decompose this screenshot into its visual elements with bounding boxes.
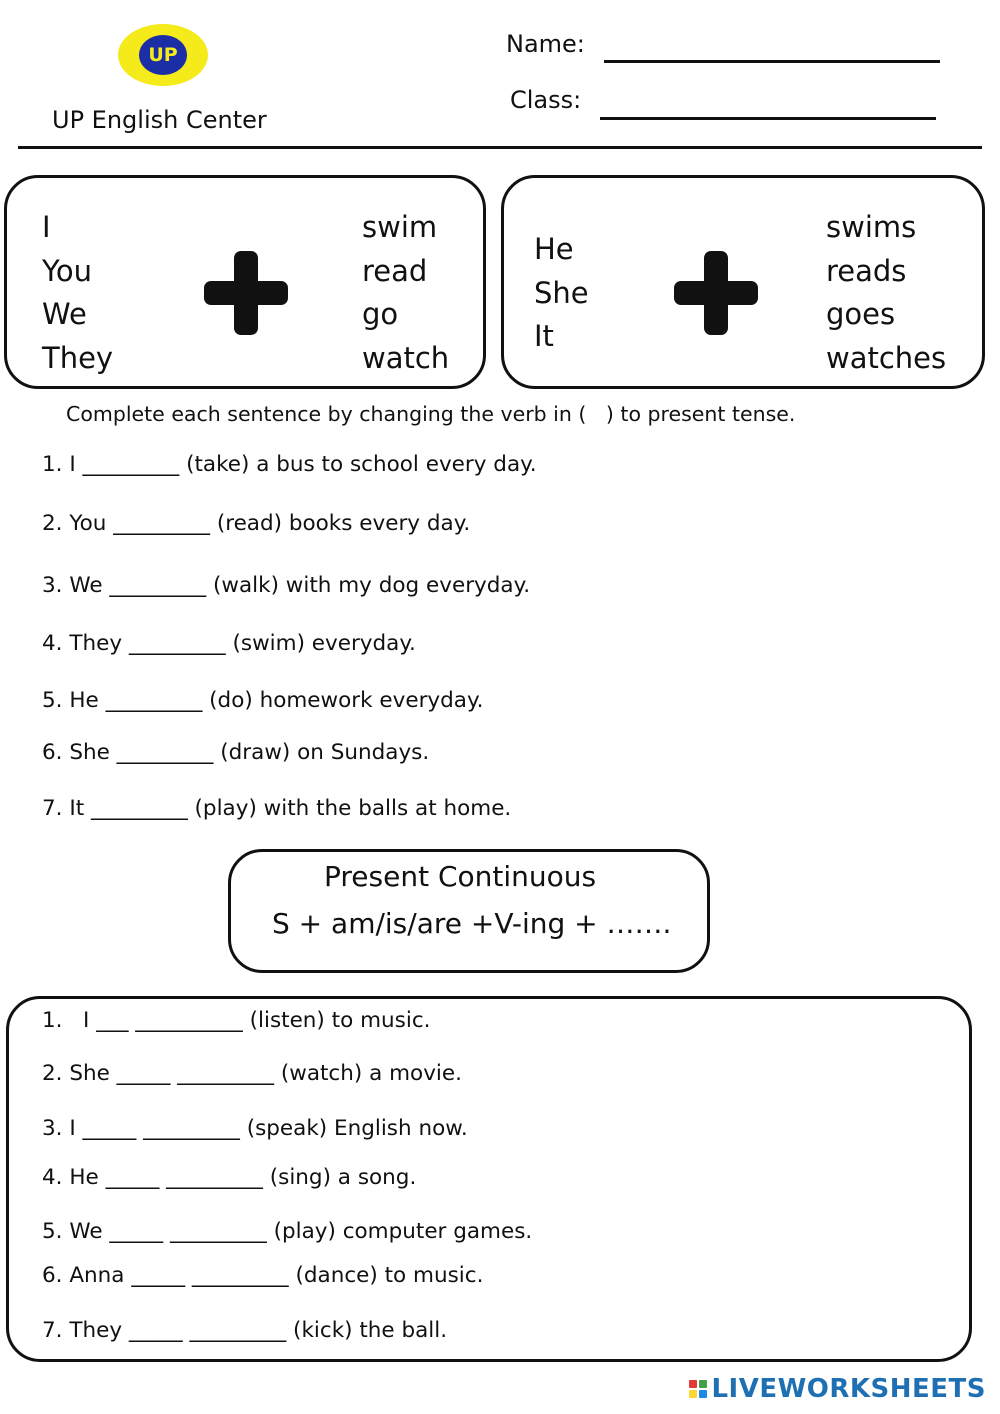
exercise-sentence[interactable]: 3. We _________ (walk) with my dog everyday. xyxy=(42,573,531,598)
verb-word: watches xyxy=(826,341,947,375)
liveworksheets-mark-icon xyxy=(689,1380,707,1398)
up-logo-text: UP xyxy=(139,35,187,75)
liveworksheets-brand-text: LIVEWORKSHEETS xyxy=(711,1374,986,1404)
present-continuous-formula: S + am/is/are +V-ing + ……. xyxy=(272,907,672,940)
subject-word: She xyxy=(534,276,589,310)
class-label: Class: xyxy=(510,86,582,114)
plus-icon xyxy=(674,251,758,335)
liveworksheets-logo xyxy=(689,1374,986,1404)
exercise-sentence[interactable]: 7. It _________ (play) with the balls at home. xyxy=(42,796,512,821)
exercise-sentence[interactable]: 4. They _________ (swim) everyday. xyxy=(42,631,416,656)
verb-word: swim xyxy=(362,210,438,244)
exercise-sentence[interactable]: 2. You _________ (read) books every day. xyxy=(42,511,471,536)
subject-word: They xyxy=(42,341,114,375)
center-name: UP English Center xyxy=(52,106,267,134)
present-continuous-title: Present Continuous xyxy=(324,860,597,893)
verb-word: goes xyxy=(826,297,896,331)
header-divider xyxy=(18,146,982,149)
subject-word: We xyxy=(42,297,87,331)
verb-word: go xyxy=(362,297,399,331)
exercise-sentence[interactable]: 6. She _________ (draw) on Sundays. xyxy=(42,740,430,765)
class-field[interactable] xyxy=(600,117,936,120)
exercise-sentence[interactable]: 2. She _____ _________ (watch) a movie. xyxy=(42,1061,462,1086)
exercise-sentence[interactable]: 1. I ___ __________ (listen) to music. xyxy=(42,1008,431,1033)
exercise-sentence[interactable]: 5. He _________ (do) homework everyday. xyxy=(42,688,484,713)
verb-word: watch xyxy=(362,341,450,375)
instruction-text: Complete each sentence by changing the verb in ( ) to present tense. xyxy=(66,402,796,426)
subject-word: He xyxy=(534,232,574,266)
subject-word: You xyxy=(42,254,92,288)
subject-word: I xyxy=(42,210,51,244)
name-field[interactable] xyxy=(604,60,940,63)
name-label: Name: xyxy=(506,30,585,58)
up-logo xyxy=(118,24,208,86)
verb-word: swims xyxy=(826,210,917,244)
exercise-sentence[interactable]: 3. I _____ _________ (speak) English now. xyxy=(42,1116,468,1141)
exercise-sentence[interactable]: 5. We _____ _________ (play) computer games. xyxy=(42,1219,533,1244)
exercise-sentence[interactable]: 6. Anna _____ _________ (dance) to music. xyxy=(42,1263,484,1288)
verb-word: reads xyxy=(826,254,907,288)
exercise-sentence[interactable]: 7. They _____ _________ (kick) the ball. xyxy=(42,1318,448,1343)
subject-word: It xyxy=(534,319,554,353)
verb-word: read xyxy=(362,254,428,288)
exercise-sentence[interactable]: 4. He _____ _________ (sing) a song. xyxy=(42,1165,417,1190)
exercise-sentence[interactable]: 1. I _________ (take) a bus to school every day. xyxy=(42,452,537,477)
plus-icon xyxy=(204,251,288,335)
